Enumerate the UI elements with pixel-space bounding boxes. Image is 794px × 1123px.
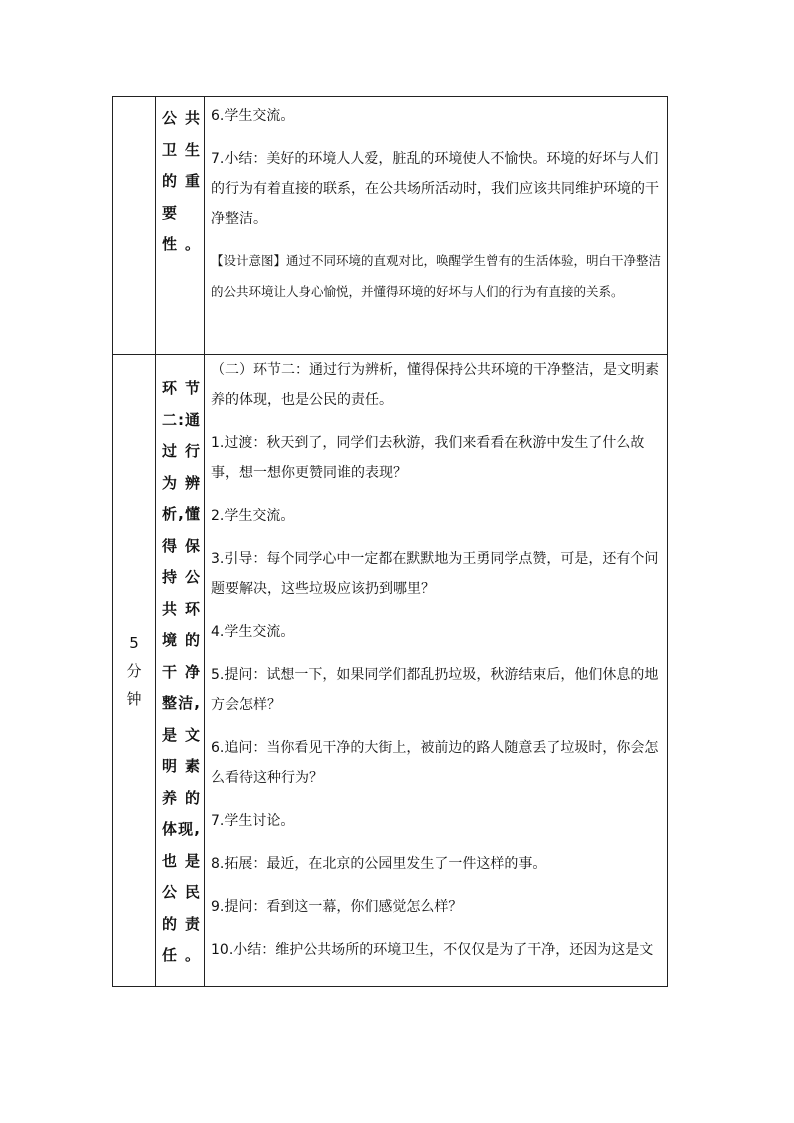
topic-line: 境 的 bbox=[162, 631, 200, 649]
paragraph: 10.小结：维护公共场所的环境卫生，不仅仅是为了干净，还因为这是文 bbox=[211, 942, 654, 958]
topic-line: 体现, bbox=[162, 820, 200, 838]
topic-line: 析,懂 bbox=[162, 505, 200, 523]
paragraph: 2.学生交流。 bbox=[211, 508, 295, 524]
topic-line: 过 行 bbox=[162, 442, 200, 460]
paragraph: 3.引导：每个同学心中一定都在默默地为王勇同学点赞，可是，还有个问题要解决，这些垃圾应该扔到哪里？ bbox=[211, 551, 659, 597]
paragraph: 7.学生讨论。 bbox=[211, 813, 295, 829]
paragraph: 9.提问：看到这一幕，你们感觉怎么样？ bbox=[211, 899, 463, 915]
topic-line: 任。 bbox=[162, 946, 200, 964]
content-cell bbox=[205, 355, 668, 987]
paragraph: 7.小结：美好的环境人人爱，脏乱的环境使人不愉快。环境的好坏与人们的行为有着直接的联系，在公共场所活动时，我们应该共同维护环境的干净整洁。 bbox=[211, 151, 659, 227]
topic-line: 要性。 bbox=[162, 203, 200, 253]
topic-line: 二:通 bbox=[162, 410, 200, 429]
topic-line: 得 保 bbox=[162, 536, 200, 555]
paragraph: （二）环节二：通过行为辨析，懂得保持公共环境的干净整洁，是文明素养的体现，也是公民的责任。 bbox=[211, 362, 659, 408]
topic-cell bbox=[156, 355, 205, 987]
paragraph: 4.学生交流。 bbox=[211, 624, 295, 640]
topic-line: 为 辨 bbox=[162, 473, 200, 492]
paragraph: 5.提问：试想一下，如果同学们都乱扔垃圾，秋游结束后，他们休息的地方会怎样？ bbox=[211, 667, 659, 713]
topic-cell bbox=[156, 97, 205, 355]
content-cell bbox=[205, 97, 668, 355]
time-line: 5 bbox=[129, 633, 139, 652]
table-row bbox=[113, 355, 668, 987]
paragraph: 6.追问：当你看见干净的大街上，被前边的路人随意丢了垃圾时，你会怎么看待这种行为？ bbox=[211, 740, 659, 786]
topic-line: 卫 生 bbox=[162, 140, 200, 159]
paragraph: 1.过渡：秋天到了，同学们去秋游，我们来看看在秋游中发生了什么故事，想一想你更赞同谁的表现？ bbox=[211, 435, 645, 481]
topic-line: 养 的 bbox=[162, 788, 200, 807]
topic-line: 干 净 bbox=[162, 662, 200, 681]
topic-line: 也 是 bbox=[162, 851, 200, 870]
topic-line: 共 环 bbox=[162, 599, 200, 618]
time-cell bbox=[113, 97, 156, 355]
topic-line: 公 民 bbox=[162, 883, 200, 901]
topic-line: 的 重 bbox=[162, 172, 200, 190]
time-line: 分 bbox=[126, 661, 142, 680]
topic-line: 环 节 bbox=[162, 379, 200, 397]
topic-line: 持 公 bbox=[162, 568, 200, 586]
time-cell bbox=[113, 355, 156, 987]
topic-line: 公 共 bbox=[162, 109, 200, 127]
table-row bbox=[113, 97, 668, 355]
topic-line: 的 责 bbox=[162, 914, 200, 933]
paragraph: 8.拓展：最近，在北京的公园里发生了一件这样的事。 bbox=[211, 856, 547, 872]
time-line: 钟 bbox=[126, 689, 142, 708]
topic-line: 明 素 bbox=[162, 757, 200, 775]
topic-line: 整洁, bbox=[162, 694, 200, 712]
design-intent: 【设计意图】通过不同环境的直观对比，唤醒学生曾有的生活体验，明白干净整洁的公共环境让人身心愉悦，并懂得环境的好坏与人们的行为有直接的关系。 bbox=[211, 253, 662, 299]
topic-line: 是 文 bbox=[162, 725, 200, 744]
lesson-plan-table bbox=[112, 96, 668, 987]
paragraph: 6.学生交流。 bbox=[211, 108, 295, 124]
